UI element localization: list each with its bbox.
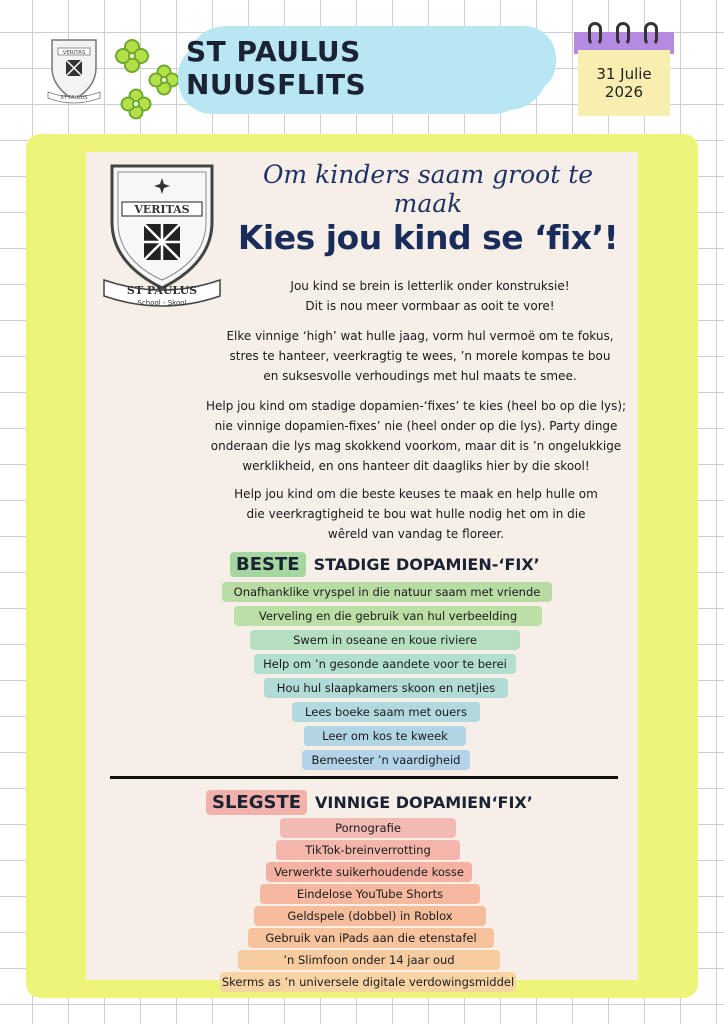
section-divider [110,776,618,779]
poster-crest-motto: VERITAS [134,203,190,216]
poster-crest-name: ST PAULUS [126,284,198,297]
crest-name-text: ST PAULUS [60,95,88,101]
best-pill: BESTE [230,552,306,577]
paragraph-line: onderaan die lys mag skokkend voorkom, maar dit is ’n ongelukkige [210,439,622,453]
poster-crest-subtitle: School - Skool [137,299,187,307]
paragraph-line: Jou kind se brein is letterlik onder konstruksie! [290,279,570,293]
paragraph-line: Help jou kind om die beste keuses te maak en help hulle om [234,487,598,501]
date-year: 2026 [604,83,644,101]
best-item: Help om ’n gesonde aandete voor te berei [254,654,516,674]
intro-paragraph-2 [190,326,650,386]
paragraph-line: werklikheid, en ons hanteer dit daagliks hier by die skool! [242,459,590,473]
best-section-label: STADIGE DOPAMIEN-‘FIX’ [313,554,540,574]
worst-section-label: VINNIGE DOPAMIEN‘FIX’ [315,792,533,812]
paragraph-line: Elke vinnige ‘high’ wat hulle jaag, vorm hul vermoë om te fokus, [226,329,614,343]
best-item: Bemeester ’n vaardigheid [302,750,470,770]
paragraph-line: nie vinnige dopamien-fixes’ nie (heel onder op die lys). Party dinge [214,419,618,433]
newsletter-title-banner [186,26,548,110]
best-item: Swem in oseane en koue riviere [250,630,520,650]
worst-item: Gebruik van iPads aan die etenstafel [248,928,494,948]
worst-item: TikTok-breinverrotting [276,840,460,860]
worst-item: Verwerkte suikerhoudende kosse [266,862,472,882]
school-crest-logo [44,36,104,106]
paragraph-line: Dit is nou meer vormbaar as ooit te vore! [305,299,555,313]
worst-section-heading [206,788,533,816]
best-item: Leer om kos te kweek [304,726,466,746]
date-day-month: 31 Julie [596,65,652,83]
worst-item: ’n Slimfoon onder 14 jaar oud [238,950,500,970]
best-item: Onafhanklike vryspel in die natuur saam met vriende [222,582,552,602]
poster-script-title: Om kinders saam groot te maak [262,160,594,218]
paragraph-line: wêreld van vandag te floreer. [327,527,505,541]
best-section-heading [230,550,540,578]
worst-item: Geldspele (dobbel) in Roblox [254,906,486,926]
calendar-ring-icon [616,22,630,46]
paragraph-line: stres te hanteer, veerkragtig te wees, ’n morele kompas te bou [229,349,611,363]
worst-item: Skerms as ’n universele digitale verdowingsmiddel [220,972,516,992]
intro-paragraph-4 [176,484,656,544]
worst-pill: SLEGSTE [206,790,307,815]
calendar-date [578,50,670,116]
intro-paragraph-1 [230,276,630,316]
paragraph-line: Help jou kind om stadige dopamien-‘fixes’ te kies (heel bo op die lys); [205,399,627,413]
poster-main-title: Kies jou kind se ‘fix’! [237,218,619,257]
flower-decoration-icon [112,36,186,122]
worst-item: Pornografie [280,818,456,838]
paragraph-line: die veerkragtigheid te bou wat hulle nodig het om in die [246,507,586,521]
newsletter-title: ST PAULUS NUUSFLITS [186,35,367,101]
calendar-ring-icon [644,22,658,46]
best-item: Verveling en die gebruik van hul verbeelding [234,606,542,626]
intro-paragraph-3 [176,396,656,476]
calendar-ring-icon [588,22,602,46]
worst-item: Eindelose YouTube Shorts [260,884,480,904]
best-item: Lees boeke saam met ouers [292,702,480,722]
paragraph-line: en suksesvolle verhoudings met hul maats te smee. [263,369,577,383]
date-calendar [574,32,674,116]
crest-motto-text: VERITAS [62,50,86,56]
best-item: Hou hul slaapkamers skoon en netjies [264,678,508,698]
poster-school-crest-logo [98,158,226,308]
